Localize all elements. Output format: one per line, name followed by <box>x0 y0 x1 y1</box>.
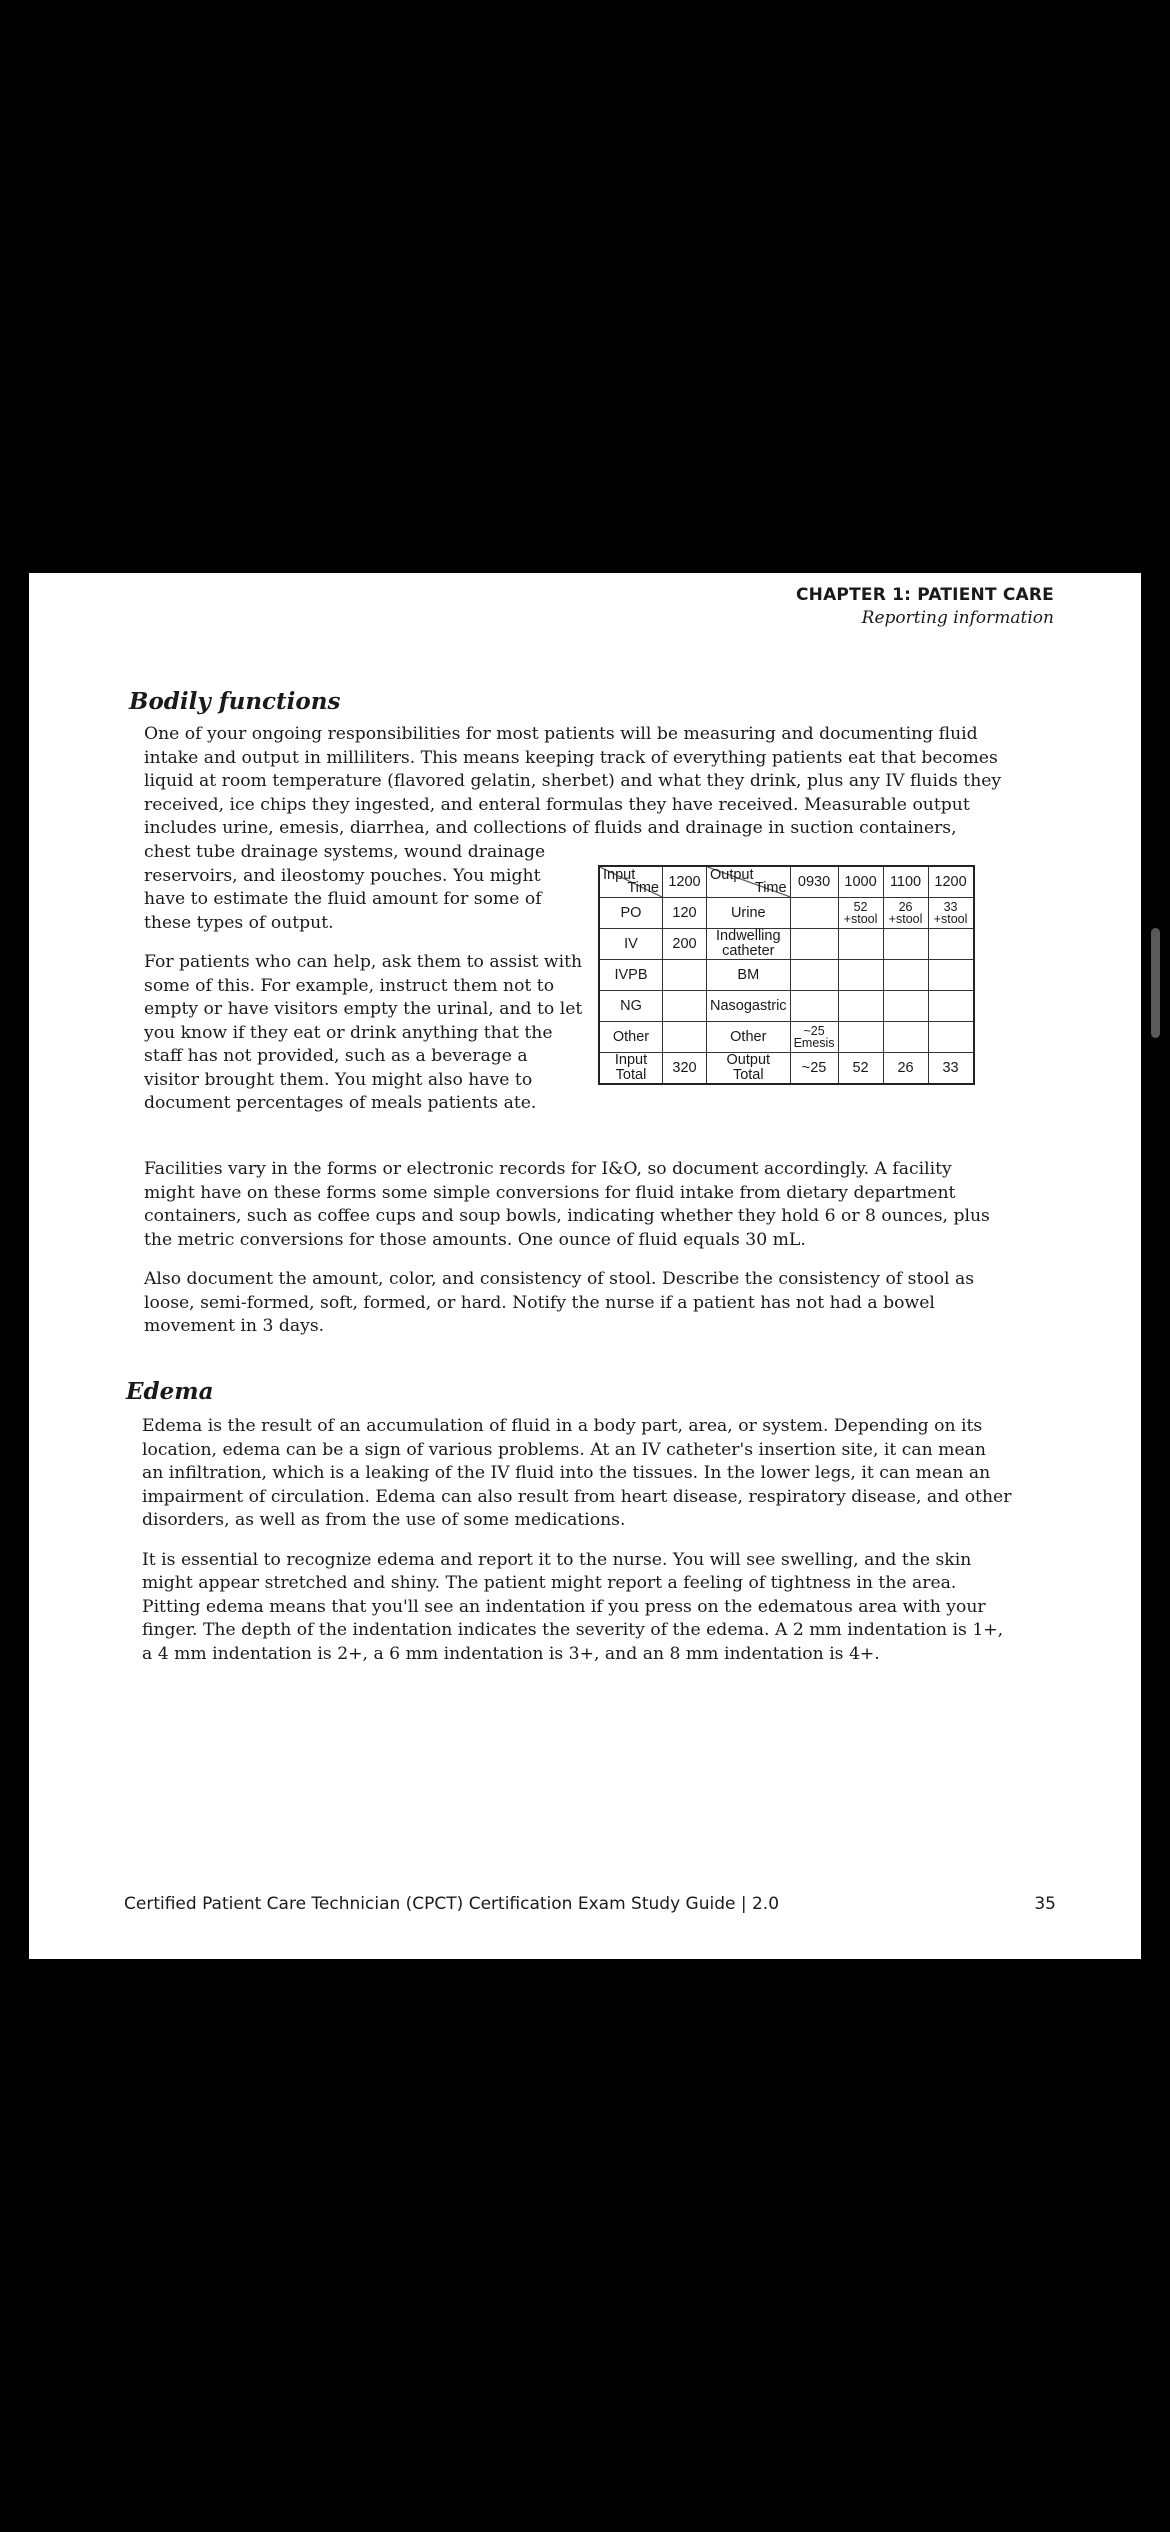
output-value-cell: 52 +stool <box>838 898 883 929</box>
scrollbar-thumb[interactable] <box>1151 928 1160 1038</box>
output-label-cell: Nasogastric <box>707 991 791 1022</box>
chapter-header <box>796 585 1054 628</box>
input-time-header: Input Time <box>599 866 663 898</box>
section-heading-edema: Edema <box>126 1378 214 1405</box>
paragraph-stool: Also document the amount, color, and consistency of stool. Describe the consistency of stool as loose, semi-formed, soft, formed, or hard. Notify the nurse if a patient has not had a bowel movement in 3 days. <box>144 1269 975 1336</box>
output-value-cell <box>928 991 974 1022</box>
chapter-subtitle: Reporting information <box>861 608 1054 628</box>
intake-output-table <box>598 865 975 1085</box>
table-row-totals <box>599 1053 974 1085</box>
table-row <box>599 929 974 960</box>
input-value-cell <box>663 991 707 1022</box>
chapter-title: CHAPTER 1: PATIENT CARE <box>795 585 1054 605</box>
input-value-cell: 320 <box>663 1053 707 1085</box>
input-value-cell: 200 <box>663 929 707 960</box>
input-label-cell: IVPB <box>599 960 663 991</box>
footer-title: Certified Patient Care Technician (CPCT) Certification Exam Study Guide | 2.0 <box>124 1894 780 1914</box>
output-value-cell <box>838 991 883 1022</box>
output-label-cell: Indwelling catheter <box>707 929 791 960</box>
output-value-cell <box>883 1022 928 1053</box>
output-time-cell: 1000 <box>838 866 883 898</box>
bodily-functions-continued <box>144 1158 1004 1339</box>
output-value-cell: ~25 <box>790 1053 838 1085</box>
page-number: 35 <box>1034 1894 1056 1914</box>
input-time-cell: 1200 <box>663 866 707 898</box>
table-row <box>599 898 974 929</box>
paragraph-output-types: chest tube drainage systems, wound drainage reservoirs, and ileostomy pouches. You might have to estimate the fluid amount for some of these types of output. <box>144 842 546 933</box>
output-label-cell: Output Total <box>707 1053 791 1085</box>
output-time-cell: 1200 <box>928 866 974 898</box>
output-value-cell <box>928 929 974 960</box>
input-label-cell: PO <box>599 898 663 929</box>
output-value-cell <box>790 898 838 929</box>
output-value-cell <box>883 991 928 1022</box>
output-time-header: Output Time <box>707 866 791 898</box>
output-value-cell <box>883 960 928 991</box>
table-row <box>599 960 974 991</box>
paragraph-intake-output: One of your ongoing responsibilities for most patients will be measuring and documenting fluid intake and output in milliliters. This means keeping track of everything patients eat that becomes liquid at room temperature (flavored gelatin, sherbet) and what they drink, plus any IV fluids they received, ice chips they ingested, and enteral formulas they have received. Measurable output includes urine, emesis, diarrhea, and collections of fluids and drainage in suction containers, <box>144 724 1002 838</box>
table-row <box>599 1022 974 1053</box>
output-label-cell: BM <box>707 960 791 991</box>
table-row <box>599 991 974 1022</box>
output-value-cell: 33 <box>928 1053 974 1085</box>
document-page <box>29 573 1141 1959</box>
input-value-cell <box>663 960 707 991</box>
output-value-cell: 33 +stool <box>928 898 974 929</box>
section-heading-bodily-functions: Bodily functions <box>129 688 341 715</box>
input-value-cell: 120 <box>663 898 707 929</box>
edema-body <box>142 1415 1012 1666</box>
paragraph-edema-definition: Edema is the result of an accumulation of fluid in a body part, area, or system. Depending on its location, edema can be a sign of various problems. At an IV catheter's insertion site, it can mean an infiltration, which is a leaking of the IV fluid into the tissues. In the lower legs, it can mean an impairment of circulation. Edema can also result from heart disease, respiratory disease, and other disorders, as well as from the use of some medications. <box>142 1416 1012 1530</box>
output-value-cell: ~25 Emesis <box>790 1022 838 1053</box>
table-header-row <box>599 866 974 898</box>
output-value-cell: 52 <box>838 1053 883 1085</box>
output-time-cell: 0930 <box>790 866 838 898</box>
input-label-cell: Other <box>599 1022 663 1053</box>
input-label-cell: Input Total <box>599 1053 663 1085</box>
output-value-cell <box>883 929 928 960</box>
input-label-cell: NG <box>599 991 663 1022</box>
paragraph-patient-help: For patients who can help, ask them to assist with some of this. For example, instruct them not to empty or have visitors empty the urinal, and to let you know if they eat or drink anything that the staff has not provided, such as a beverage a visitor brought them. You might also have to document percentages of meals patients ate. <box>144 952 583 1113</box>
output-label-cell: Other <box>707 1022 791 1053</box>
output-value-cell: 26 +stool <box>883 898 928 929</box>
narrow-text-column <box>144 841 584 1116</box>
paragraph-facilities: Facilities vary in the forms or electronic records for I&O, so document accordingly. A facility might have on these forms some simple conversions for fluid intake from dietary department containers, such as coffee cups and soup bowls, indicating whether they hold 6 or 8 ounces, plus the metric conversions for those amounts. One ounce of fluid equals 30 mL. <box>144 1159 990 1250</box>
output-value-cell <box>790 991 838 1022</box>
output-value-cell <box>838 1022 883 1053</box>
input-value-cell <box>663 1022 707 1053</box>
output-value-cell <box>928 1022 974 1053</box>
output-time-cell: 1100 <box>883 866 928 898</box>
output-value-cell <box>928 960 974 991</box>
paragraph-edema-report: It is essential to recognize edema and report it to the nurse. You will see swelling, and the skin might appear stretched and shiny. The patient might report a feeling of tightness in the area. Pitting edema means that you'll see an indentation if you press on the edematous area with your finger. The depth of the indentation indicates the severity of the edema. A 2 mm indentation is 1+, a 4 mm indentation is 2+, a 6 mm indentation is 3+, and an 8 mm indentation is 4+. <box>142 1549 1004 1664</box>
output-value-cell <box>790 929 838 960</box>
bodily-functions-intro <box>144 723 1004 841</box>
output-label-cell: Urine <box>707 898 791 929</box>
output-value-cell: 26 <box>883 1053 928 1085</box>
output-value-cell <box>838 929 883 960</box>
output-value-cell <box>838 960 883 991</box>
input-label-cell: IV <box>599 929 663 960</box>
output-value-cell <box>790 960 838 991</box>
